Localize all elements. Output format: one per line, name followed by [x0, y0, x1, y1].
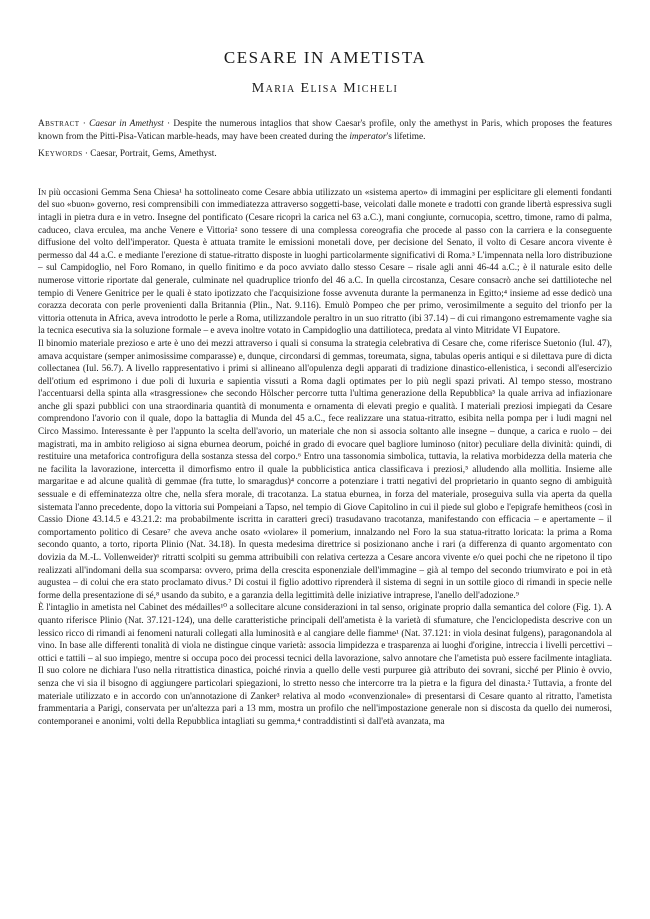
article-body	[38, 187, 612, 729]
abstract	[38, 118, 612, 143]
body-paragraph	[38, 338, 612, 602]
keywords	[38, 148, 612, 161]
paragraph-text: È l'intaglio in ametista nel Cabinet des médailles¹⁰ a sollecitare alcune considerazioni in tal senso, originate proprio dalla semantica del colore (Fig. 1). A quanto riferisce Plinio (Nat. 37.121-124), una delle caratteristiche principali dell'ametista è la varietà di sfumature, che l'enciclopedista descrive con un lessico ricco di rimandi ai fenomeni naturali collegati alla luminosità e al cangiare delle fiamme¹ (Nat. 37.121: in viola desinat fulgens), paragonandola al vino. In base alle differenti tonalità di viola ne distingue cinque varietà: associa limpidezza e trasparenza ai luoghi d'origine, intreccia i livelli percettivi – ottici e tattili – al suo impiego, mentre si occupa poco dei processi tecnici della lavorazione, salvo annotare che l'ametista può essere facilmente intagliata. Il suo colore ne dichiara l'uso nella ritrattistica dinastica, poiché rinvia a quello delle vesti purpuree già attributo dei sovrani, sicché per Plinio è ovvio, senza che vi sia il bisogno di aggiungere particolari spiegazioni, lo stretto nesso che intercorre tra la pietra e la figura del dinasta.² Tuttavia, a fronte del materiale utilizzato e in accordo con un'annotazione di Zanker³ relativa al modo «convenzionale» di presentarsi di Cesare quanto al ritratto, l'ametista frammentaria a Parigi, conservata per un'altezza pari a 13 mm, mostra un profilo che nell'impostazione generale non si discosta da quello dei numerosi, contemporanei e anonimi, volti della Repubblica intagliati su gemma,⁴ contraddistinti sì dall'età avanzata, ma	[38, 603, 612, 727]
article-author: Maria Elisa Micheli	[251, 81, 399, 96]
abstract-separator: ·	[79, 119, 90, 129]
paragraph-text: più occasioni Gemma Sena Chiesa¹ ha sottolineato come Cesare abbia utilizzato un «sistema aperto» di immagini per esplicitare gli elementi fondanti del suo «buon» governo, resi comprensibili con immediatezza attraverso soggetti-base, veicolati dalle monete e tradotti con grande libertà espressiva sugli intagli in pietra dura e in vetro. Insegne del pontificato (Cesare ricoprì la carica nel 63 a.C.), mani congiunte, cornucopia, scettro, timone, ramo di palma, caduceo, clava erculea, ma anche Venere e Vittoria² sono tessere di una complessa coreografia che procede al passo con la carriera e la conseguente diffusione del volto dell'imperator. Questa è attuata tramite le emissioni monetali dove, per decisione del Senato, il volto di Cesare ancora vivente è permesso dal 44 a.C. e mediante l'erezione di statue-ritratto disposte in luoghi particolarmente significativi di Roma.³ L'impennata nella loro distribuzione – sul Campidoglio, nel Foro Romano, in quello finitimo e da poco avviato dallo stesso Cesare – risale agli anni 46-44 a.C.; è il naturale esito delle numerose vittorie riportate dal generale, culminate nel quadruplice trionfo del 46 a.C. In quella circostanza, Cesare consacrò anche sei dattilioteche nel tempio di Venere Genitrice per le quali è stato ipotizzato che l'acquisizione fosse avvenuta durante la permanenza in Egitto;⁴ insieme ad esse dedicò una corazza decorata con perle provenienti dalla Britannia (Plin., Nat. 9.116). Emulò Pompeo che per primo, verosimilmente a seguito del trionfo per la vittoria ottenuta in Africa, aveva introdotto le perle a Roma, utilizzandole peraltro in un suo ritratto (ibi 37.14) – di cui rimangono estremamente vaghe sia la tecnica esecutiva sia la soluzione formale – e aveva inoltre votato in Campidoglio una dattilioteca, predata al vinto Mitridate VI Eupatore.	[38, 187, 612, 337]
abstract-tail: 's lifetime.	[386, 131, 426, 142]
paragraph-text: Il binomio materiale prezioso e arte è uno dei mezzi attraverso i quali si consuma la strategia celebrativa di Cesare che, come riferisce Suetonio (Iul. 47), amava acquistare (semper animosissime comparasse) e, dunque, circondarsi di gemmas, toreumata, signa, tabulas operis antiqui e si dilettava pure di dicta collectanea (Iul. 56.7). A livello rappresentativo i primi si allineano all'opulenza degli apparati di tradizione dinastico-ellenistica, i secondi all'esercizio dell'otium ed esprimono i due poli di luxuria e sapientia vissuti a Roma dagli optimates per lo più negli spazi privati. Al tempo stesso, mostrano l'accentuarsi della spinta alla «trasgressione» che secondo Hölscher percorre tutta l'ultima generazione della Repubblica⁵ la quale arriva ad infiazionare anche gli spazi pubblici con una straordinaria quantità di monumenta e ornamenta di elevati pregio e qualità. I materiali preziosi impiegati da Cesare comprendono l'avorio con il quale, dopo la battaglia di Munda del 45 a.C., fece realizzare una statua-ritratto, esibita nella pompa per i ludi magni nel Circo Massimo. Interessante è per l'appunto la scelta dell'avorio, un materiale che non si associa soltanto alle insegne – dunque, a carica e ruolo – dei magistrati, ma in ambito religioso ai signa eburnea deorum, poiché in grado di evocare quel bagliore luminoso (nitor) peculiare della divinità: quindi, di restituire una metaforica controfigura della sostanza stessa del corpo.⁶ Entro una tassonomia simbolica, tuttavia, la relativa morbidezza della materia che ne facilita la lavorazione, intercetta il dimorfismo entro il quale la pubblicistica antica classificava i preziosi,⁵ alludendo alla mollitia. Insieme alle margaritae e ad alcune qualità di gemmae (fra tutte, lo smaragdus)⁴ concorre a potenziare i tratti negativi del proprietario in quanto segno di ambiguità sessuale e di effeminatezza oltre che, nella sfera morale, di tracotanza. La statua eburnea, in forza del materiale, proseguiva sulla via aperta da quella sistemata l'anno precedente, dopo la vittoria sui Pompeiani a Tapso, nel tempio di Giove Capitolino in cui il piede sul globo e l'epigrafe hemitheos (così in Cassio Dione 43.14.5 e 43.21.2: ma probabilmente iscritta in caratteri greci) trasudavano tracotanza, manifestando con efficacia – e apertamente – il comportamento politico di Cesare⁷ che aveva anche osato «violare» il pomerium, innalzando nel Foro la sua statua-ritratto loricata: la prima a Roma secondo quanto, a torto, riporta Plinio (Nat. 34.18). In questa medesima direttrice si posizionano anche i rari (a differenza di quanto argomentato con dovizia da M.-L. Vollenweider)⁶ ritratti scolpiti su gemma attribuibili con relativa certezza a Cesare ancora vivente e/o quei pochi che ne ripetono il tipo realizzati all'indomani della sua scomparsa: ovvero, prima della crescita esponenziale dell'immagine – già al tempo del secondo triumvirato e poi in età augustea – di colui che era stato proclamato divus.⁷ Di costui il figlio adottivo riprenderà il sistema di segni in un sottile gioco di rimandi in specie nelle forme della presentazione di sé,⁸ usando da subito, e a garanzia della legittimità delle iniziative intraprese, l'anello dell'adozione.⁹	[38, 338, 612, 601]
abstract-label: Abstract	[38, 119, 80, 129]
keywords-label: Keywords	[38, 149, 83, 160]
abstract-text: Despite the numerous intaglios that show Caesar's profile, only the amethyst in Paris, which proposes the features known from the Pitti-Pisa-Vatican marble-heads, may have been created during the	[38, 119, 613, 142]
keywords-text: Caesar, Portrait, Gems, Amethyst.	[90, 149, 217, 160]
abstract-separator: ·	[163, 119, 174, 129]
body-paragraph	[38, 602, 612, 728]
keywords-separator: ·	[82, 149, 91, 160]
paragraph-initial: In	[38, 187, 47, 198]
abstract-emphasis: imperator	[349, 131, 387, 142]
abstract-english-title: Caesar in Amethyst	[89, 119, 164, 129]
article-title: CESARE IN AMETISTA	[223, 48, 427, 67]
body-paragraph	[38, 187, 612, 338]
